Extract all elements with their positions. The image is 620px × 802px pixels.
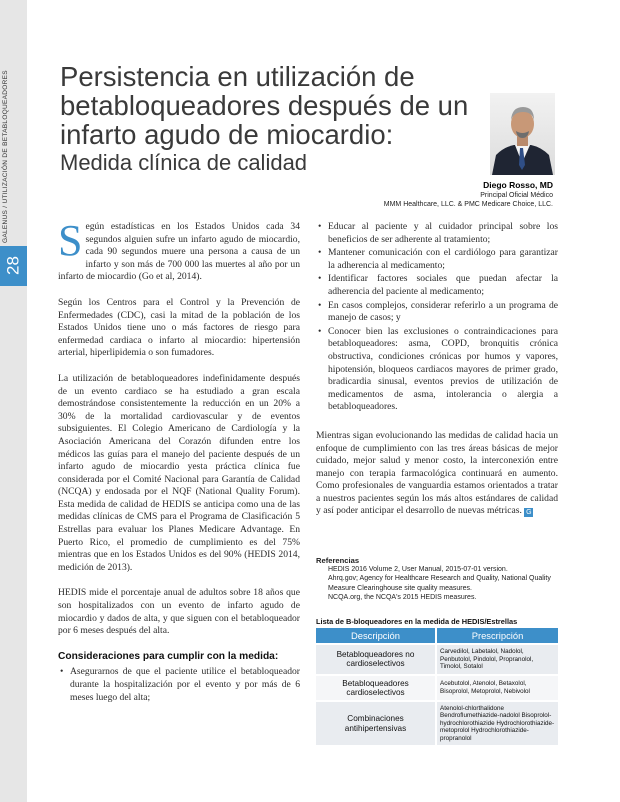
table-header-row (316, 628, 558, 644)
column-left (58, 216, 300, 705)
table-cell-desc: Betabloqueadores no cardioselectivos (316, 644, 436, 675)
references-heading: Referencias (316, 556, 360, 565)
article-subtitle: Medida clínica de calidad (60, 150, 308, 175)
beta-blocker-table (316, 628, 558, 745)
page-number: 28 (0, 246, 27, 286)
list-item: • Educar al paciente y al cuidador principal sobre los beneficios de ser adherente al tratamiento; (316, 221, 558, 246)
reference-item: Ahrq.gov; Agency for Healthcare Research and Quality, National Quality Measure Clearinghouse site quality measures. (328, 575, 551, 592)
reference-item: HEDIS 2016 Volume 2, User Manual, 2015-07-01 version. (328, 566, 508, 574)
table-row (316, 701, 558, 746)
list-item: • En casos complejos, considerar referirlo a un programa de manejo de casos; y (316, 300, 558, 325)
author-photo (490, 93, 555, 175)
references (316, 556, 566, 602)
section-heading: Consideraciones para cumplir con la medida: (58, 650, 279, 662)
paragraph-hedis: HEDIS mide el porcentaje anual de adultos sobre 18 años que son hospitalizados con un evento de infarto agudo de miocardio y dados de alta, y que siguen con el betabloqueador por 6 meses después del alta. (58, 587, 300, 637)
table-row (316, 644, 558, 675)
header-prescripcion: Prescripción (436, 628, 558, 644)
paragraph-betabloqueadores: La utilización de betabloqueadores indefinidamente después de un evento cardiaco se ha estudiado a gran escala demostrándose consistentemente la reducción en un 20% a 30% de la mortalidad cardiovascular y de eventos subsiguientes. El Colegio Americano de Cardiología y la Asociación Americana del Corazón difunden entre los médicos las guías para el manejo del paciente después de un infarto agudo de miocardio yesta práctica clínica fue considerada por el Comité Nacional para Garantía de Calidad (NCQA) y endosada por el NQF (National Quality Forum). Esta medida de calidad de HEDIS se anticipa como una de las medidas clínicas de CMS para el Programa de Clasificación 5 Estrellas para evaluar los Planes Medicare Advantage. En Puerto Rico, el promedio de cumplimiento es del 75% mientras que en los Estados Unidos es del 90% (HEDIS 2014, medición de 2013). (58, 372, 300, 573)
drop-cap: S (58, 216, 83, 265)
table-cell-presc: Acebutolol, Atenolol, Betaxolol, Bisoprolol, Metoprolol, Nebivolol (436, 675, 558, 701)
sidebar (0, 0, 27, 802)
table-cell-presc: Carvedilol, Labetalol, Nadolol, Penbutolol, Pindolol, Propranolol, Timolol, Sotalol (436, 644, 558, 675)
paragraph-closing-text: Mientras sigan evolucionando las medidas de calidad hacia un enfoque de cumplimiento con las tres áreas básicas de mejor cuidado, mejor salud y menor costo, la interconexión entre manejo con terapia farmacológica continuará en aumento. Como profesionales de vanguardia estamos orientados a tratar a nuestros pacientes según los más altos estándares de calidad y así poder anticipar el desarrollo de nuevas métricas. (316, 429, 558, 517)
paragraph-intro-text: egún estadísticas en los Estados Unidos cada 34 segundos alguien sufre un infarto agudo de miocardio, cada 90 segundos muere una persona a causa de un infarto y son más de 700 000 las muertes al año por un infarto de miocardio (Go et al, 2014). (58, 221, 300, 283)
author-block (384, 180, 553, 208)
bullet-list-start (58, 666, 300, 704)
article-title: Persistencia en utilización de betabloqueadores después de un infarto agudo de miocardio: (60, 61, 469, 150)
table-cell-presc: Atenolol-chlorthalidone Bendroflumethiazide-nadolol Bisoprolol-hydrochlorothiazide Hydrochlorothiazide-metoprolol Hydrochlorothiazide-propranolol (436, 701, 558, 746)
list-item: • Conocer bien las exclusiones o contraindicaciones para betabloqueadores: asma, COPD, bronquitis crónica obstructiva, condiciones crónicas por humos y vapores, hipotensión, bloqueos cardiacos mayores de primer grado, bradicardia sinusal, eventos previos de utilización de medicamentos de asma, intolerancia o alergia a betabloqueadores. (316, 326, 558, 414)
paragraph-cdc: Según los Centros para el Control y la Prevención de Enfermedades (CDC), casi la mitad de la población de los Estados Unidos tiene uno o más factores de riesgo para enfermedad cardiaca o infarto al miocardio: hipertensión arterial, hiperlipidemia o son fumadores. (58, 296, 300, 359)
paragraph-closing (316, 430, 558, 518)
table-cell-desc: Combinaciones antihipertensivas (316, 701, 436, 746)
table-title: Lista de B-bloqueadores en la medida de HEDIS/Estrellas (316, 617, 518, 626)
author-org: MMM Healthcare, LLC. & PMC Medicare Choice, LLC. (383, 201, 553, 208)
list-item: • Mantener comunicación con el cardiólogo para garantizar la adherencia al medicamento; (316, 247, 558, 272)
list-item: • Identificar factores sociales que puedan afectar la adherencia del paciente al medicamento; (316, 273, 558, 298)
author-role: Principal Oficial Médico (480, 192, 553, 199)
list-item: • Asegurarnos de que el paciente utilice el betabloqueador durante la hospitalización por el evento y por más de 6 meses luego del alta; (58, 666, 300, 704)
header-descripcion: Descripción (316, 628, 436, 644)
author-name: Diego Rosso, MD (483, 180, 553, 190)
table-row (316, 675, 558, 701)
end-mark-icon: G (526, 509, 532, 517)
section-label: GALENUS / UTILIZACIÓN DE BETABLOQUEADORES (2, 70, 9, 243)
table-cell-desc: Betabloqueadores cardioselectivos (316, 675, 436, 701)
column-right (316, 221, 558, 531)
paragraph-intro (58, 216, 300, 284)
bullet-list-continued (316, 221, 558, 414)
reference-item: NCQA.org, the NCQA's 2015 HEDIS measures. (328, 593, 477, 601)
